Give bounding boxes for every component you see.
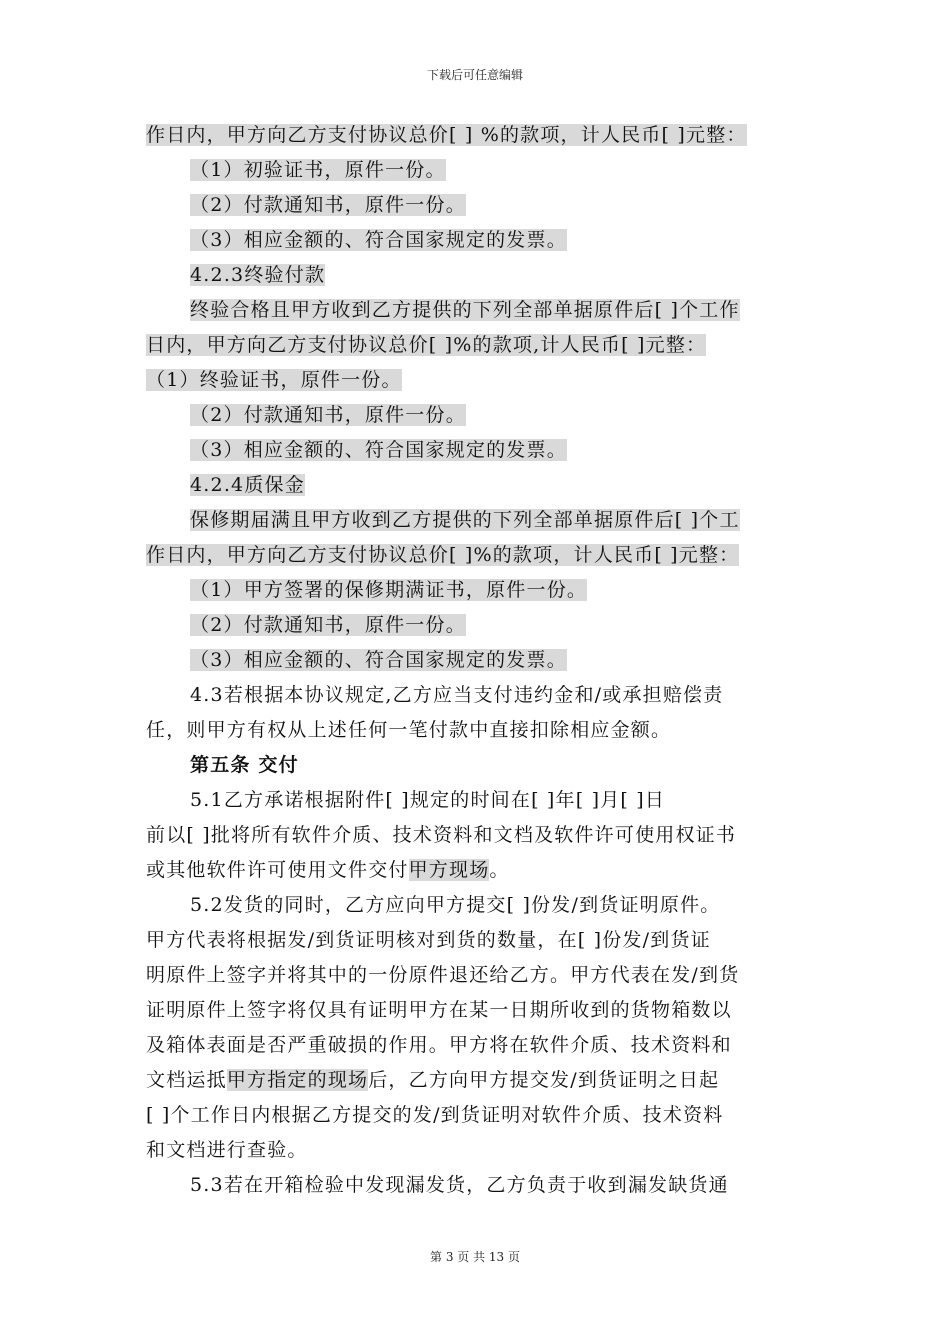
text-line xyxy=(146,993,816,1028)
text-line xyxy=(146,573,816,608)
text-span: 保修期届满且甲方收到乙方提供的下列全部单据原件后[ ]个工 xyxy=(190,509,740,531)
text-line xyxy=(146,1168,816,1203)
text-span: 明原件上签字并将其中的一份原件退还给乙方。甲方代表在发/到货 xyxy=(146,964,740,986)
text-line xyxy=(146,678,816,713)
section-heading: 第五条 交付 xyxy=(190,754,299,776)
text-line xyxy=(146,328,816,363)
text-line xyxy=(146,608,816,643)
text-span: 和文档进行查验。 xyxy=(146,1139,308,1161)
page-header: 下载后可任意编辑 xyxy=(426,68,523,82)
text-line xyxy=(146,293,816,328)
text-line xyxy=(146,1133,816,1168)
text-line xyxy=(146,783,816,818)
text-line xyxy=(146,398,816,433)
text-line xyxy=(146,468,816,503)
text-span: 5.1乙方承诺根据附件[ ]规定的时间在[ ]年[ ]月[ ]日 xyxy=(190,789,666,811)
text-span: 甲方代表将根据发/到货证明核对到货的数量，在[ ]份发/到货证 xyxy=(146,929,711,951)
text-span: （3）相应金额的、符合国家规定的发票。 xyxy=(190,229,567,251)
text-span: 证明原件上签字将仅具有证明甲方在某一日期所收到的货物箱数以 xyxy=(146,999,732,1021)
text-span: 。 xyxy=(489,859,510,881)
text-span: 4.3若根据本协议规定,乙方应当支付违约金和/或承担赔偿责 xyxy=(190,684,724,706)
text-span: 5.3若在开箱检验中发现漏发货，乙方负责于收到漏发缺货通 xyxy=(190,1174,729,1196)
text-span: 作日内，甲方向乙方支付协议总价[ ]%的款项，计人民币[ ]元整： xyxy=(146,544,740,566)
text-line xyxy=(146,958,816,993)
text-span: （2）付款通知书，原件一份。 xyxy=(190,404,466,426)
text-line xyxy=(146,1028,816,1063)
text-line xyxy=(146,538,816,573)
text-line xyxy=(146,748,816,783)
text-span: 后，乙方向甲方提交发/到货证明之日起 xyxy=(368,1069,720,1091)
text-line xyxy=(146,643,816,678)
text-span: （2）付款通知书，原件一份。 xyxy=(190,614,466,636)
text-line xyxy=(146,853,816,888)
text-span: 甲方指定的现场 xyxy=(226,1069,369,1091)
text-span: 文档运抵 xyxy=(146,1069,227,1091)
text-span: 或其他软件许可使用文件交付 xyxy=(146,859,409,881)
text-line xyxy=(146,503,816,538)
document-body xyxy=(146,118,816,1203)
text-line xyxy=(146,713,816,748)
text-line xyxy=(146,258,816,293)
text-span: 5.2发货的同时，乙方应向甲方提交[ ]份发/到货证明原件。 xyxy=(190,894,721,916)
text-span: （1）初验证书，原件一份。 xyxy=(190,159,446,181)
text-line xyxy=(146,1063,816,1098)
text-span: 前以[ ]批将所有软件介质、技术资料和文档及软件许可使用权证书 xyxy=(146,824,737,846)
page-footer: 第 3 页 共 13 页 xyxy=(430,1250,520,1264)
text-span: （2）付款通知书，原件一份。 xyxy=(190,194,466,216)
text-span: 终验合格且甲方收到乙方提供的下列全部单据原件后[ ]个工作 xyxy=(190,299,740,321)
text-span: 日内，甲方向乙方支付协议总价[ ]%的款项,计人民币[ ]元整： xyxy=(146,334,707,356)
text-line xyxy=(146,118,816,153)
text-span: 4.2.3终验付款 xyxy=(190,264,326,286)
text-span: 4.2.4质保金 xyxy=(190,474,305,496)
text-span: 任，则甲方有权从上述任何一笔付款中直接扣除相应金额。 xyxy=(146,719,672,741)
text-line xyxy=(146,923,816,958)
text-span: [ ]个工作日内根据乙方提交的发/到货证明对软件介质、技术资料 xyxy=(146,1104,724,1126)
text-line xyxy=(146,188,816,223)
text-span: （3）相应金额的、符合国家规定的发票。 xyxy=(190,649,567,671)
text-line xyxy=(146,223,816,258)
text-line xyxy=(146,1098,816,1133)
text-line xyxy=(146,153,816,188)
text-span: 作日内，甲方向乙方支付协议总价[ ] %的款项，计人民币[ ]元整： xyxy=(146,124,747,146)
text-line xyxy=(146,433,816,468)
text-span: （1）终验证书，原件一份。 xyxy=(146,369,402,391)
text-span: 及箱体表面是否严重破损的作用。甲方将在软件介质、技术资料和 xyxy=(146,1034,732,1056)
text-line xyxy=(146,888,816,923)
text-line xyxy=(146,818,816,853)
text-line xyxy=(146,363,816,398)
text-span: （3）相应金额的、符合国家规定的发票。 xyxy=(190,439,567,461)
text-span: 甲方现场 xyxy=(408,859,490,881)
text-span: （1）甲方签署的保修期满证书，原件一份。 xyxy=(190,579,588,601)
